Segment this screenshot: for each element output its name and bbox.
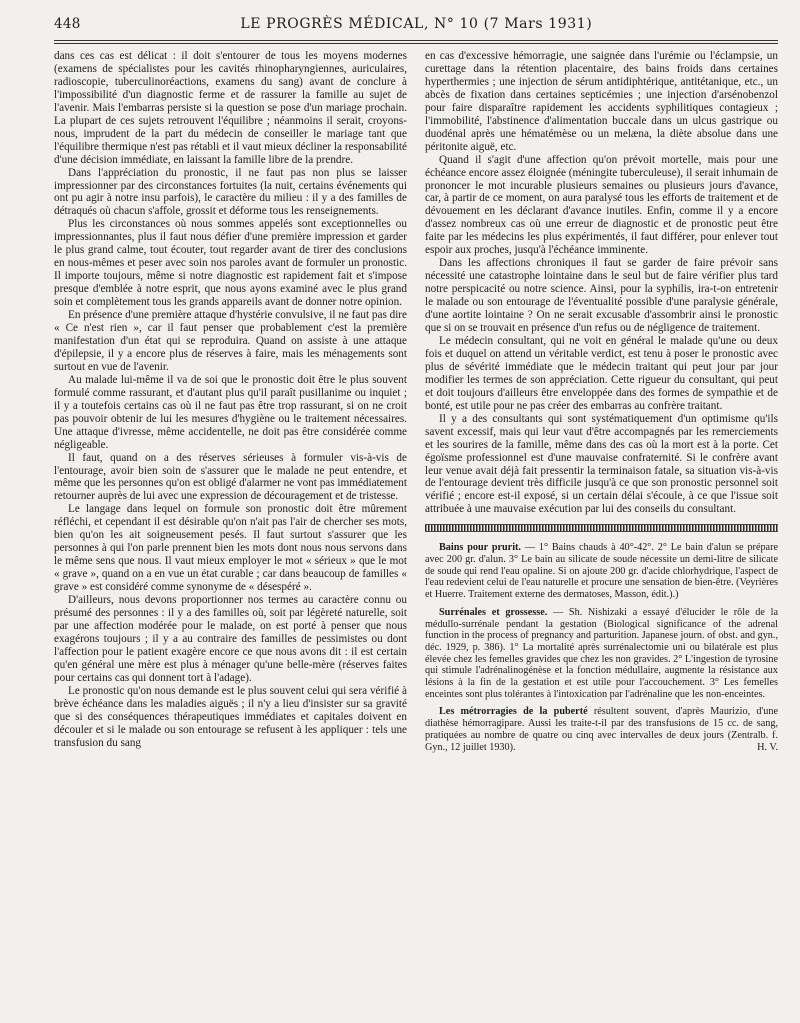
note-title: Bains pour prurit. bbox=[439, 542, 521, 554]
left-column bbox=[54, 50, 407, 753]
header-rule bbox=[54, 40, 778, 44]
note-text: résultent souvent, d'après Maurizio, d'une diathèse hémorragipare. Aussi les traite-t-il par des transfusions de 15 cc. de sang, pratiquées au nombre de quatre ou cinq avec intervalles de deux jours (Zentralb. f. Gyn., 12 juillet 1930). bbox=[425, 706, 778, 753]
note-title: Surrénales et grossesse. bbox=[439, 606, 548, 618]
note-bains-prurit bbox=[425, 542, 778, 601]
paragraph: D'ailleurs, nous devons proportionner nos termes au caractère connu ou présumé des personnes : il y a des familles où, soit par légèreté naturelle, soit par une affection modérée pour le malade, on est porté à penser que nous exagérons toujours ; il y a au contraire des familles de pessimistes ou dont l'affection pour le patient exagère encore ce que nous avons dit : il est certain qu'en général une mère est plus à ménager qu'une belle-mère (réserves faites pour certains cas qui donnent tort à l'adage). bbox=[54, 594, 407, 684]
paragraph: Au malade lui-même il va de soi que le pronostic doit être le plus souvent formulé comme rassurant, et d'autant plus qu'il paraît pusillanime ou inquiet ; il y a toutefois certains cas où il ne faut pas être trop rassurant, si on ne croit pas pouvoir obtenir de lui les mesures d'hygiène ou le traitement nécessaires. Une attaque d'ivresse, même accidentelle, ne doit pas être considérée comme négligeable. bbox=[54, 373, 407, 451]
paragraph: en cas d'excessive hémorragie, une saignée dans l'urémie ou l'éclampsie, un curettage dans la rétention placentaire, des bains froids dans certaines hyperthermies ; une injection de sérum antidiphtérique, antitétanique, etc., un abcès de fixation dans certaines septicémies ; une injection d'arsénobenzol pour faire disparaître rapidement les accidents syphilitiques contagieux ; l'immobilité, l'abstinence d'alimentation buccale dans un ulcus gastrique ou duodénal après une hématémèse ou un melæna, la diète absolue dans une péritonite aiguë, etc. bbox=[425, 50, 778, 153]
paragraph: En présence d'une première attaque d'hystérie convulsive, il ne faut pas dire « Ce n'est rien », car il faut penser que probablement c'est la première manifestation d'un état qui se reproduira. Quand on assiste à une attaque d'épilepsie, il y a encore plus de réserves à faire, mais les ménagements sont surtout en vue de l'avenir. bbox=[54, 309, 407, 373]
note-text: — Sh. Nishizaki a essayé d'élucider le rôle de la médullo-surrénale pendant la gestation (Biological significance of the adrenal function in the process of pregnancy and parturition. Japanese journ. of obst. and gyn., déc. 1929, p. 386). 1° La mortalité après surrénalectomie uni ou bilatérale est plus élevée chez les femelles gravides que chez les non gravides. 2° L'ingestion de tyrosine qui stimule l'adrénalinogénèse et la fonction médullaire, augmente la résistance aux lésions à la fin de la gestation et est utile pour l'accouchement. 3° Les femelles enceintes sont plus tolérantes à l'intoxication par l'adrénaline que les non-enceintes. bbox=[425, 606, 778, 700]
note-title: Les métrorragies de la puberté bbox=[439, 706, 588, 718]
note-metrorragies bbox=[425, 706, 778, 753]
paragraph: dans ces cas est délicat : il doit s'entourer de tous les moyens modernes (examens de spécialistes pour les cavités rhinopharyngiennes, auriculaires, radioscopie, tuberculinoréactions, examens du sang) avant de conclure à l'impossibilité d'un diagnostic ferme et de rassurer la famille au sujet de l'avenir. Mais l'embarras persiste si la question se pose d'un mariage prochain. La plupart de ces sujets retrouvent l'équilibre ; néanmoins il serait, croyons-nous, imprudent de la part du médecin de conseiller le mariage tant que l'équilibre thermique n'est pas rétabli et il vaut mieux décliner la responsabilité d'une décision immédiate, en laissant la famille libre de la prendre. bbox=[54, 50, 407, 166]
paragraph: Le langage dans lequel on formule son pronostic doit être mûrement réfléchi, et cependant il est désirable qu'on n'ait pas l'air de chercher ses mots, bien qu'on les ait soigneusement pesés. Il faut surtout s'assurer que les personnes à qui l'on parle prennent bien les mots dont nous nous servons dans le même sens que nous. Il vaut mieux employer le mot « sérieux » que le mot « grave », quand on a en vue un état curable ; car dans beaucoup de familles « grave » est considéré comme synonyme de « désespéré ». bbox=[54, 503, 407, 594]
page-number: 448 bbox=[54, 16, 81, 32]
note-text: — 1° Bains chauds à 40°-42°. 2° Le bain d'alun se prépare avec 200 gr. d'alun. 3° Le bain au silicate de soude nécessite un demi-litre de silicate de soude qui rend l'eau opaline. Si on ajoute 200 gr. d'acide chlorhydrique, l'aspect de l'eau redevient celui de l'eau naturelle et procure une sensation de bien-être. (Veyrières et Huerre. Traitement externe des dermatoses, Masson, édit.).) bbox=[425, 542, 778, 601]
paragraph: Plus les circonstances où nous sommes appelés sont exceptionnelles ou impressionnantes, plus il faut nous défier d'une première impression et garder le plus grand calme, tout écouter, tout regarder avant de tirer des conclusions en nous-mêmes et peser avec soin nos paroles avant de formuler un pronostic. Il importe toujours, même si notre diagnostic est rapidement fait et s'impose presque d'emblée à notre esprit, que nous ayons examiné avec le plus grand soin et complètement tous les grands appareils avant de donner notre opinion. bbox=[54, 218, 407, 309]
right-column bbox=[425, 50, 778, 753]
paragraph: Dans les affections chroniques il faut se garder de faire prévoir sans nécessité une catastrophe lointaine dans le seul but de faire vérifier plus tard notre perspicacité ou notre science. Ainsi, pour la syphilis, ira-t-on entretenir le malade ou son entourage de l'éventualité possible d'une paralysie générale, d'une aortite lointaine ? On ne serait excusable d'assombrir ainsi le pronostic que si on se trouvait en présence d'un refus ou de négligence de traitement. bbox=[425, 257, 778, 335]
paragraph: Il faut, quand on a des réserves sérieuses à formuler vis-à-vis de l'entourage, avoir bien soin de s'assurer que le malade ne peut entendre, et même que les personnes qu'on est obligé d'alarmer ne vont pas immédiatement retourner auprès de lui avec une expression de découragement et de tristesse. bbox=[54, 451, 407, 503]
section-separator bbox=[425, 524, 778, 532]
paragraph: Le pronostic qu'on nous demande est le plus souvent celui qui sera vérifié à brève échéance dans les maladies aiguës ; il n'y a lieu d'insister sur sa gravité que si des conséquences thérapeutiques immédiates et capitales doivent en découler et si le malade ou son entourage se refusent à les appliquer : tels une transfusion du sang bbox=[54, 684, 407, 749]
paragraph: Quand il s'agit d'une affection qu'on prévoit mortelle, mais pour une échéance encore assez éloignée (méningite tuberculeuse), il serait inhumain de prononcer le mot incurable plusieurs semaines ou plusieurs jours d'avance, car, à partir de ce moment, on aura paralysé tous les efforts de traitement et de dévouement en les déclarant d'avance inutiles. Enfin, comme il y a encore d'assez nombreux cas où une erreur de diagnostic et de pronostic peut être faite par les médecins les plus expérimentés, il faut différer, pour enlever tout espoir aux proches, jusqu'à l'échéance imminente. bbox=[425, 153, 778, 257]
note-signature: H. V. bbox=[757, 741, 778, 753]
paragraph: Dans l'appréciation du pronostic, il ne faut pas non plus se laisser impressionner par des circonstances fortuites (la nuit, certains événements qui ont pu agir à notre insu parfois), le caractère du milieu : il y a des familles de détraqués où chacun s'affole, grossit et déforme tous les renseignements. bbox=[54, 166, 407, 218]
two-column-body bbox=[54, 50, 778, 753]
paragraph: Le médecin consultant, qui ne voit en général le malade qu'une ou deux fois et duquel on attend un véritable verdict, est tenu à poser le pronostic avec plus de sévérité immédiate que le médecin traitant qui peut jour par jour modifier les termes de son appréciation. Cette rigueur du consultant, qui peut et doit toujours d'ailleurs être enveloppée dans des formes de sympathie et de bonté, est utile pour ne pas créer des embarras au confrère traitant. bbox=[425, 334, 778, 412]
paragraph: Il y a des consultants qui sont systématiquement d'un optimisme qu'ils savent excessif, mais qui leur vaut d'être accompagnés par les remerciements et les sourires de la famille, même dans des cas où la mort est à la porte. Cet égoïsme professionnel est d'une mauvaise confraternité. Si le confrère avant leur venue avait déjà fait pressentir la terminaison fatale, sa situation vis-à-vis de l'entourage devient très difficile jusqu'à ce que son pronostic personnel soit vérifié ; encore est-il exposé, si un certain délai s'écoule, à ce que l'issue soit attribuée à une mauvaise exécution par lui des conseils du consultant. bbox=[425, 412, 778, 516]
note-surrenales bbox=[425, 607, 778, 701]
journal-title: LE PROGRÈS MÉDICAL, N° 10 (7 Mars 1931) bbox=[240, 16, 593, 32]
running-header bbox=[54, 16, 778, 38]
